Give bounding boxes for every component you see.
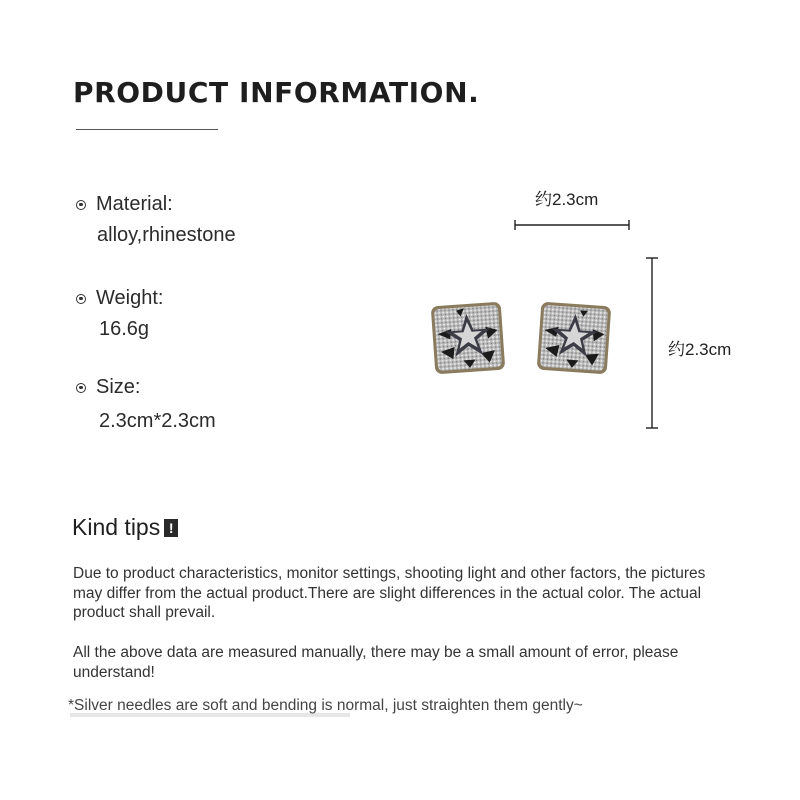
height-dimension-label: 约2.3cm — [668, 340, 732, 359]
width-dimension-label: 约2.3cm — [535, 190, 599, 209]
kind-tips-heading — [72, 514, 178, 541]
page-title: PRODUCT INFORMATION. — [73, 76, 480, 109]
kind-tips-paragraph-1: Due to product characteristics, monitor settings, shooting light and other factors, the pictures may differ from the actual product.There are slight differences in the actual color. The actual product shall prevail. — [73, 565, 706, 621]
exclamation-icon: ! — [164, 519, 178, 537]
spec-value: alloy,rhinestone — [97, 224, 236, 246]
spec-label: Material: — [96, 193, 173, 215]
kind-tips-paragraph-2: All the above data are measured manually, there may be a small amount of error, please understand! — [73, 644, 679, 681]
earring-right-image — [534, 298, 614, 378]
spec-label: Weight: — [96, 287, 164, 309]
kind-tips-title: Kind tips — [72, 514, 161, 540]
spec-label: Size: — [96, 376, 141, 398]
spec-value: 2.3cm*2.3cm — [99, 410, 216, 432]
spec-value: 16.6g — [99, 318, 150, 340]
kind-tips-note: *Silver needles are soft and bending is normal, just straighten them gently~ — [68, 697, 583, 714]
earring-left-image — [428, 298, 508, 378]
